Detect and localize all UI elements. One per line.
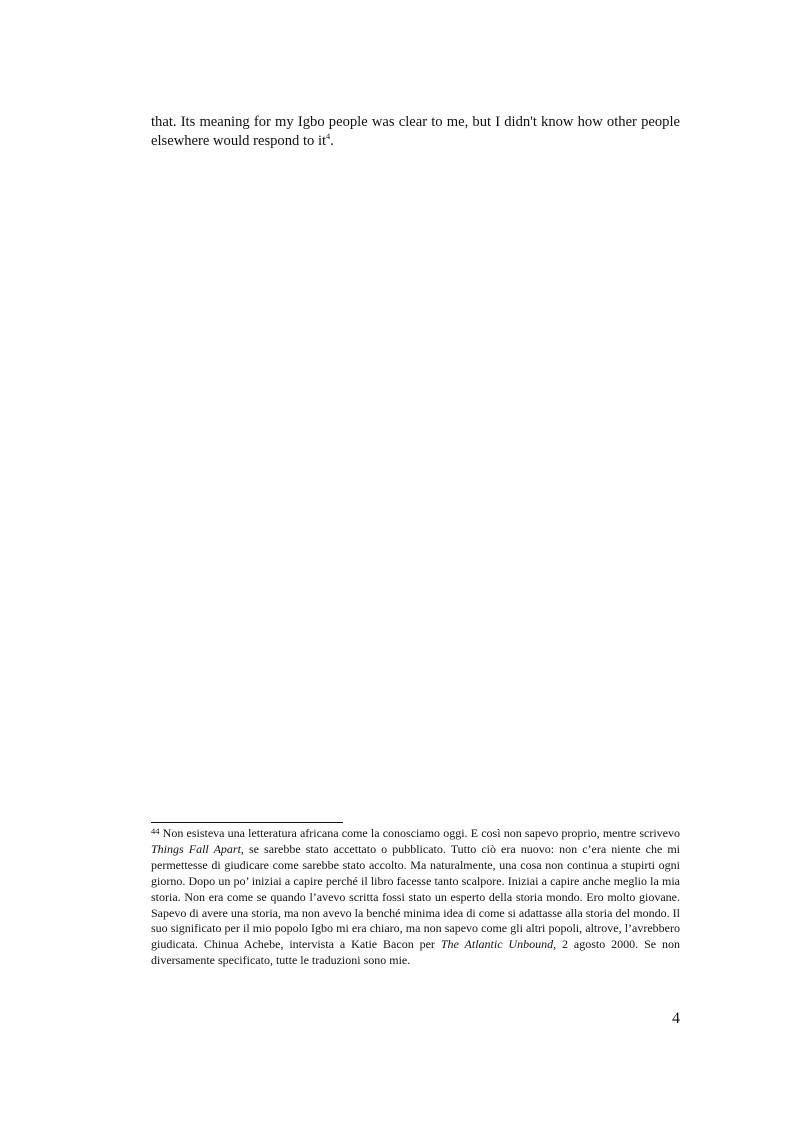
footnote-book-title: Things Fall Apart <box>151 841 241 856</box>
footnote-marker: 44 <box>151 826 160 836</box>
body-paragraph <box>151 113 680 151</box>
footnote-publication-title: The Atlantic Unbound <box>440 937 554 952</box>
footnote-text-1: Non esisteva una letteratura africana come la conosciamo oggi. E così non sapevo proprio, mentre scrivevo <box>159 826 680 840</box>
body-paragraph-text: that. Its meaning for my Igbo people was clear to me, but I didn't know how other people elsewhere would respond to it <box>151 114 680 149</box>
page-number: 4 <box>672 1010 680 1027</box>
footnote-text-3: , 2 agosto 2000. Se non diversamente specificato, tutte le traduzioni sono mie. <box>151 937 680 968</box>
footnote-reference[interactable]: 4 <box>326 132 331 141</box>
body-paragraph-end: . <box>330 133 334 149</box>
footnote-text-2: , se sarebbe stato accettato o pubblicato. Tutto ciò era nuovo: non c’era niente che mi permettesse di giudicare come sarebbe stato accolto. Ma naturalmente, una cosa non continua a stupirti ogni giorno. Dopo un po’ iniziai a capire perché il libro facesse tanto scalpore. Iniziai a capire anche meglio la mia storia. Non era come se quando l’avevo scritta fossi stato un esperto della storia mondo. Ero molto giovane. Sapevo di avere una storia, ma non avevo la benché minima idea di come si adattasse alla storia del mondo. Il suo significato per il mio popolo Igbo mi era chiaro, ma non sapevo come gli altri popoli, altrove, l’avrebbero giudicata. Chinua Achebe, intervista a Katie Bacon per <box>151 841 680 952</box>
footnote-separator <box>151 822 343 823</box>
footnote <box>151 826 680 969</box>
